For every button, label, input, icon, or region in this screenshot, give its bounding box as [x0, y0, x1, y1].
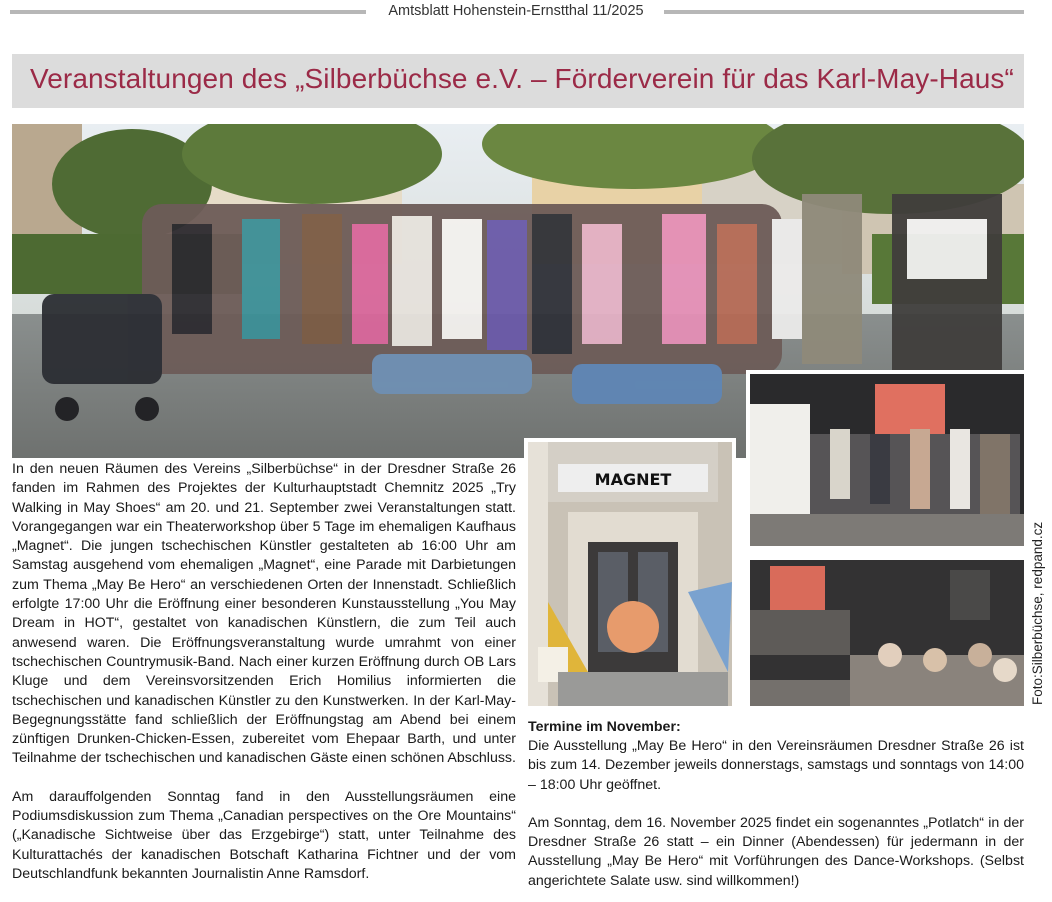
article-right-column: [528, 718, 1024, 891]
exhibition-hours-paragraph: Die Ausstellung „May Be Hero“ in den Vereinsräumen Dresdner Straße 26 ist bis zum 14. Dezember jeweils donnerstags, samstags und sonntags von 14:00 – 18:00 Uhr geöffnet.: [528, 738, 1024, 793]
article-paragraph-2: Am darauffolgenden Sonntag fand in den Ausstellungsräumen eine Podiumsdiskussion zum Thema „Canadian perspectives on the Ore Mountains“ („Kanadische Sichtweise über das Erzgebirge“) statt, unter Teilnahme des Kulturattachés der kanadischen Botschaft Katharina Fichtner und der vom Deutschlandfunk bekannten Journalistin Anne Ramsdorf.: [12, 788, 516, 882]
header-rule-left: [10, 10, 366, 14]
exhibition-audience-photo: [746, 370, 1028, 550]
article-paragraph-1: In den neuen Räumen des Vereins „Silberbüchse“ in der Dresdner Straße 26 fanden im Rahmen des Projektes der Kulturhauptstadt Chemnitz 2025 „Try Walking in May Shoes“ am 20. und 21. September zwei Veranstaltungen statt. Vorangegangen war ein Theaterworkshop über 5 Tage im ehemaligen Kaufhaus „Magnet“. Die jungen tschechischen Künstler gestalteten ab 16:00 Uhr am Samstag ausgehend vom ehemaligen „Magnet“, eine Parade mit Darbietungen zum Thema „May Be Hero“ an verschiedenen Orten der Innenstadt. Schließlich erfolgte 17:00 Uhr die Eröffnung einer besonderen Kunstausstellung „You May Dream in HOT“, gestaltet von kanadischen Künstlern, die zum Teil auch anwesend waren. Die Eröffnungsveranstaltung wurde umrahmt von einer tschechischen Countrymusik-Band. Nach einer kurzen Eröffnung durch OB Lars Kluge und dem Vereinsvorsitzenden Erich Homilius informierten die tschechischen und kanadischen Künstler zu den Kunstwerken. In der Karl-May-Begegnungsstätte fand schließlich der Eröffnungstag am Abend bei einem zünftigen Drunken-Chicken-Essen, zubereitet vom Ehepaar Barth, und unter Teilnahme der tschechischen und kanadischen Gäste einen schönen Abschluss.: [12, 461, 516, 767]
header-rule-right: [664, 10, 1024, 14]
panel-discussion-image: [750, 560, 1024, 706]
panel-discussion-photo: [746, 556, 1028, 710]
publication-name: Amtsblatt Hohenstein-Ernstthal 11/2025: [388, 3, 644, 19]
article-left-column: [12, 460, 516, 884]
article-title: Veranstaltungen des „Silberbüchse e.V. – Förderverein für das Karl-May-Haus“: [30, 63, 1014, 94]
november-dates-heading: Termine im November:: [528, 719, 681, 735]
magnet-storefront-image: [528, 442, 732, 706]
magnet-storefront-photo: [524, 438, 736, 710]
page-header: [10, 0, 1024, 22]
magnet-sign-text: MAGNET: [594, 470, 672, 489]
potlatch-paragraph: Am Sonntag, dem 16. November 2025 findet ein sogenanntes „Potlatch“ in der Dresdner Straße 26 statt – ein Dinner (Abendessen) für jedermann in der Ausstellung „May Be Hero“ mit Vorführungen des Dance-Workshops. (Selbst angerichtete Salate usw. sind willkommen!): [528, 814, 1024, 889]
article-title-box: [12, 54, 1024, 108]
photo-credit: Foto:Silberbüchse, redpand.cz: [1030, 521, 1045, 705]
exhibition-audience-image: [750, 374, 1024, 546]
